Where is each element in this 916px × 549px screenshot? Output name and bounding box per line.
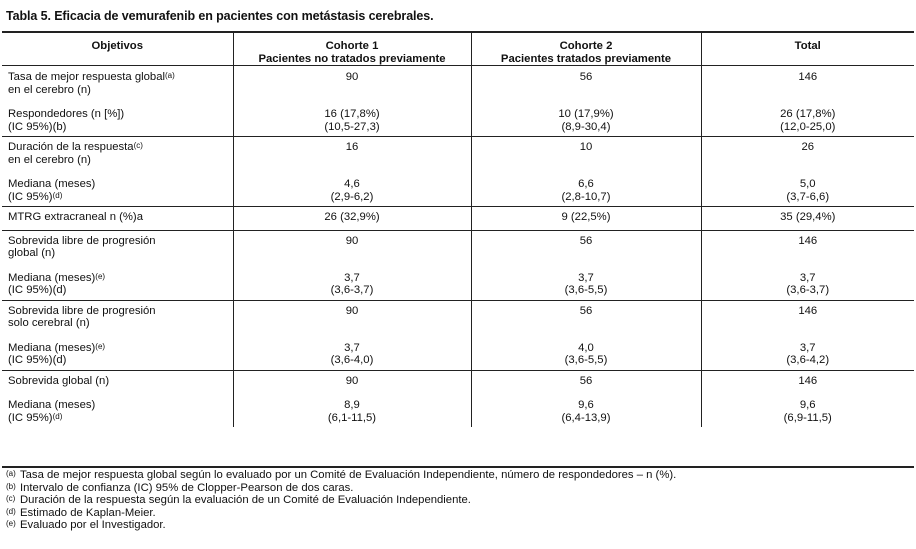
table-row	[2, 370, 914, 387]
footnote-mark: (d)	[52, 411, 63, 421]
row-label-text: Mediana (meses)	[8, 341, 96, 354]
row-label-text: Mediana (meses)	[8, 399, 96, 411]
table-row	[2, 166, 914, 207]
table-title: Tabla 5. Eficacia de vemurafenib en pacientes con metástasis cerebrales.	[6, 9, 434, 23]
cell-cohorte-1: 90	[233, 230, 471, 260]
cell-total: 146	[701, 230, 914, 260]
cell-total: 3,7 (3,6-3,7)	[701, 260, 914, 301]
cell-cohorte-1: 90	[233, 66, 471, 97]
cell-cohorte-2: 56	[471, 230, 701, 260]
row-label	[2, 330, 233, 371]
footnote-c: $^{(c)}$ Duración de la respuesta según la evaluación de un Comité de Evaluación Independiente.	[6, 494, 471, 507]
table-row	[2, 300, 914, 330]
table-row	[2, 96, 914, 137]
row-label-text: Mediana (meses)	[8, 178, 96, 190]
footnote-mark: (d)	[52, 190, 63, 200]
cell-cohorte-2: 9,6 (6,4-13,9)	[471, 387, 701, 427]
footnote-e: $^{(e)}$ Evaluado por el Investigador.	[6, 519, 166, 532]
cell-total: 5,0 (3,7-6,6)	[701, 166, 914, 207]
cell-cohorte-1: 8,9 (6,1-11,5)	[233, 387, 471, 427]
row-label	[2, 166, 233, 207]
cell-cohorte-2: 3,7 (3,6-5,5)	[471, 260, 701, 301]
row-label-text: en el cerebro (n)	[8, 83, 91, 96]
table-row	[2, 230, 914, 260]
cell-cohorte-1: 3,7 (3,6-3,7)	[233, 260, 471, 301]
cell-total: 35 (29,4%)	[701, 207, 914, 231]
footnote-mark: (e)	[95, 341, 106, 351]
cell-cohorte-1: 16 (17,8%) (10,5-27,3)	[233, 96, 471, 137]
header-cohorte-2	[471, 32, 701, 66]
table-row	[2, 66, 914, 97]
cell-total: 146	[701, 300, 914, 330]
footnote-mark: (c)	[133, 141, 143, 150]
cell-cohorte-2: 6,6 (2,8-10,7)	[471, 166, 701, 207]
header-cohorte-1-subtitle: Pacientes no tratados previamente	[258, 52, 446, 65]
cell-cohorte-2: 10	[471, 137, 701, 167]
row-label-text: (IC 95%)	[8, 411, 53, 424]
cell-cohorte-2: 56	[471, 370, 701, 387]
row-label	[2, 96, 233, 137]
row-label-text: Sobrevida libre de progresión	[8, 234, 156, 247]
header-objetivos: Objetivos	[91, 40, 143, 52]
cell-cohorte-1: 3,7 (3,6-4,0)	[233, 330, 471, 371]
row-label-text: Tasa de mejor respuesta global	[8, 71, 165, 83]
row-label-text: en el cerebro (n)	[8, 153, 91, 166]
row-label-text: Mediana (meses)	[8, 271, 96, 284]
footnote-b: $^{(b)}$ Intervalo de confianza (IC) 95% de Clopper-Pearson de dos caras.	[6, 481, 354, 494]
cell-cohorte-1: 26 (32,9%)	[233, 207, 471, 231]
row-label: MTRG extracraneal n (%)a	[2, 207, 233, 231]
footnotes	[6, 469, 676, 532]
row-label-text: Sobrevida libre de progresión	[8, 304, 156, 317]
row-label	[2, 230, 233, 260]
cell-cohorte-2: 10 (17,9%) (8,9-30,4)	[471, 96, 701, 137]
header-cohorte-1	[233, 32, 471, 66]
row-label-text: (IC 95%)(d)	[8, 284, 67, 296]
footnote-d: $^{(d)}$ Estimado de Kaplan-Meier.	[6, 506, 156, 519]
cell-cohorte-2: 4,0 (3,6-5,5)	[471, 330, 701, 371]
row-label-text: (IC 95%)(b)	[8, 120, 67, 133]
cell-cohorte-2: 56	[471, 300, 701, 330]
row-label	[2, 260, 233, 301]
cell-total: 9,6 (6,9-11,5)	[701, 387, 914, 427]
row-label-text: Respondedores (n [%])	[8, 108, 125, 120]
table-row	[2, 207, 914, 231]
header-cohorte-1-title: Cohorte 1	[325, 40, 379, 52]
table-row	[2, 137, 914, 167]
table-row	[2, 260, 914, 301]
footnote-mark: (e)	[95, 271, 106, 281]
header-total: Total	[701, 32, 914, 66]
row-label	[2, 300, 233, 330]
footnote-mark: (a)	[165, 71, 175, 80]
cell-cohorte-1: 4,6 (2,9-6,2)	[233, 166, 471, 207]
row-label-text: Duración de la respuesta	[8, 141, 134, 153]
cell-cohorte-2: 56	[471, 66, 701, 97]
cell-total: 146	[701, 370, 914, 387]
row-label-text: global (n)	[8, 247, 56, 259]
row-label	[2, 66, 233, 97]
row-label-text: (IC 95%)(d)	[8, 354, 67, 366]
cell-cohorte-1: 90	[233, 370, 471, 387]
cell-total: 26 (17,8%) (12,0-25,0)	[701, 96, 914, 137]
header-cohorte-2-subtitle: Pacientes tratados previamente	[500, 52, 672, 65]
efficacy-table	[2, 31, 914, 427]
cell-cohorte-1: 16	[233, 137, 471, 167]
cell-total: 3,7 (3,6-4,2)	[701, 330, 914, 371]
footnote-a: $^{(a)}$ Tasa de mejor respuesta global según lo evaluado por un Comité de Evaluación Independiente, número de respondedores – n (%).	[6, 469, 677, 481]
table-header-row	[2, 32, 914, 66]
row-label	[2, 387, 233, 427]
row-label-text: (IC 95%)	[8, 190, 53, 203]
table-row	[2, 330, 914, 371]
header-cohorte-2-title: Cohorte 2	[559, 40, 613, 52]
table-bottom-rule	[2, 466, 914, 468]
table-row	[2, 387, 914, 427]
row-label: Sobrevida global (n)	[2, 370, 233, 387]
cell-total: 146	[701, 66, 914, 97]
row-label-text: solo cerebral (n)	[8, 317, 90, 329]
cell-cohorte-1: 90	[233, 300, 471, 330]
row-label	[2, 137, 233, 167]
cell-cohorte-2: 9 (22,5%)	[471, 207, 701, 231]
cell-total: 26	[701, 137, 914, 167]
